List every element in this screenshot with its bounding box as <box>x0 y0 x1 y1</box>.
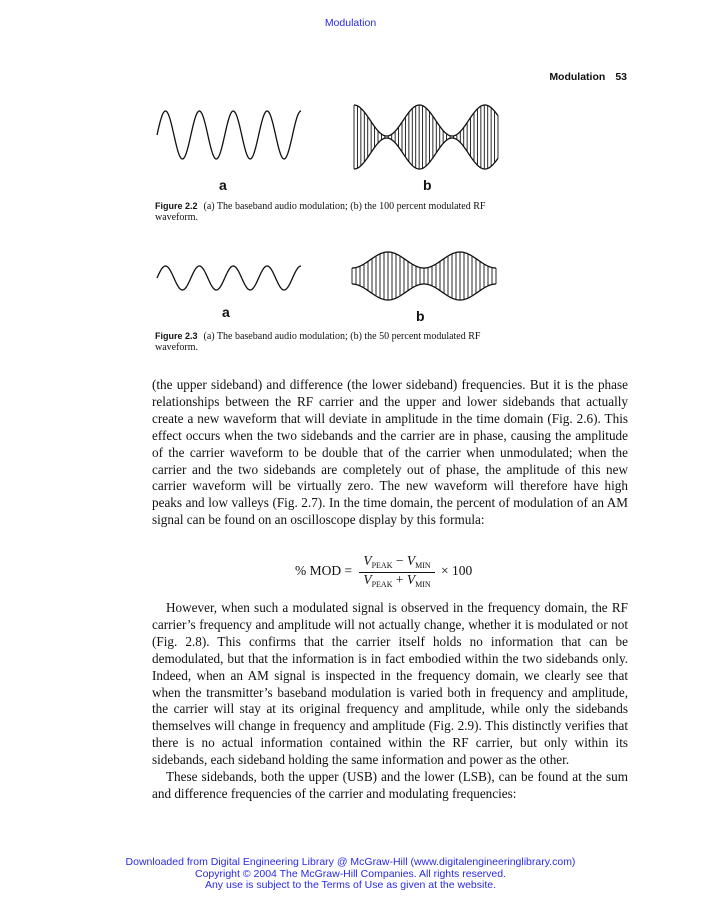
figure-2-2-caption-text: (a) The baseband audio modulation; (b) the 100 percent modulated RF waveform. <box>155 201 486 223</box>
running-head-title: Modulation <box>549 71 606 83</box>
figure-2-3-caption-text: (a) The baseband audio modulation; (b) the 50 percent modulated RF waveform. <box>155 331 481 353</box>
body-section-bottom <box>152 600 628 803</box>
figure-2-3-label-a: a <box>222 304 230 320</box>
footer <box>0 857 701 892</box>
running-head <box>549 71 627 83</box>
figure-2-2-caption <box>155 201 495 223</box>
figure-2-2-label-a: a <box>219 177 227 193</box>
footer-terms[interactable]: Any use is subject to the Terms of Use as given at the website. <box>204 879 497 891</box>
footer-copyright[interactable]: Copyright © 2004 The McGraw-Hill Companies. All rights reserved. <box>195 867 506 880</box>
figure-2-2-label-b: b <box>423 177 432 193</box>
figure-2-3-audio-wave <box>155 258 305 298</box>
figure-2-3-label-b: b <box>416 308 425 324</box>
formula-denominator: $V_{PEAK} + V_{MIN}$ <box>363 572 431 589</box>
paragraph-3: These sidebands, both the upper (USB) and the lower (LSB), can be found at the sum and difference frequencies of the carrier and modulating frequencies: <box>152 769 628 801</box>
body-section-top <box>152 377 628 529</box>
figure-2-2-modulated-waveform <box>352 102 502 172</box>
paragraph-1: (the upper sideband) and difference (the lower sideband) frequencies. But it is the phase relationships between the RF carrier and the upper and lower sidebands that actually create a new waveform that will deviate in amplitude in the time domain (Fig. 2.6). This effect occurs when the two sidebands and the carrier are in phase, causing the amplitude of the carrier waveform to be double that of the carrier when unmodulated; when the carrier and the two sidebands are completely out of phase, the amplitude of this new carrier waveform will be virtually zero. The new waveform will therefore have high peaks and low valleys (Fig. 2.7). In the time domain, the percent of modulation of an AM signal can be found on an oscilloscope display by this formula: <box>152 377 628 528</box>
figure-2-2-caption-label: Figure 2.2 <box>155 201 198 211</box>
top-chapter-link[interactable]: Modulation <box>324 17 377 29</box>
formula-lhs: % MOD = <box>295 563 353 578</box>
footer-download-link[interactable]: Downloaded from Digital Engineering Library @ McGraw-Hill (www.digitalengineeringlibrary.com) <box>125 856 576 868</box>
figure-2-2-audio-wave <box>155 105 305 165</box>
formula-numerator: $V_{PEAK} - V_{MIN}$ <box>363 553 431 570</box>
figure-2-3-modulated-waveform <box>350 250 500 306</box>
envelope-upper <box>352 252 496 268</box>
formula-times-100: × 100 <box>441 563 473 578</box>
page-number: 53 <box>615 71 627 83</box>
figure-2-3-caption-label: Figure 2.3 <box>155 331 198 341</box>
paragraph-2: However, when such a modulated signal is observed in the frequency domain, the RF carrier’s frequency and amplitude will not actually change, whether it is modulated or not (Fig. 2.8). This confirms that the carrier itself holds no information that can be demodulated, but that the information is in fact embodied within the two sidebands only. Indeed, when an AM signal is inspected in the frequency domain, we clearly see that when the transmitter’s baseband modulation is varied both in frequency and amplitude, the carrier will stay at its original frequency and amplitude, while only the sidebands themselves will change in frequency and amplitude (Fig. 2.9). This distinctly verifies that there is no actual information contained within the RF carrier, but only within its sidebands, each sideband holding the same information and power as the other. <box>152 600 628 768</box>
envelope-lower <box>352 284 496 300</box>
figure-2-3-caption <box>155 331 495 353</box>
